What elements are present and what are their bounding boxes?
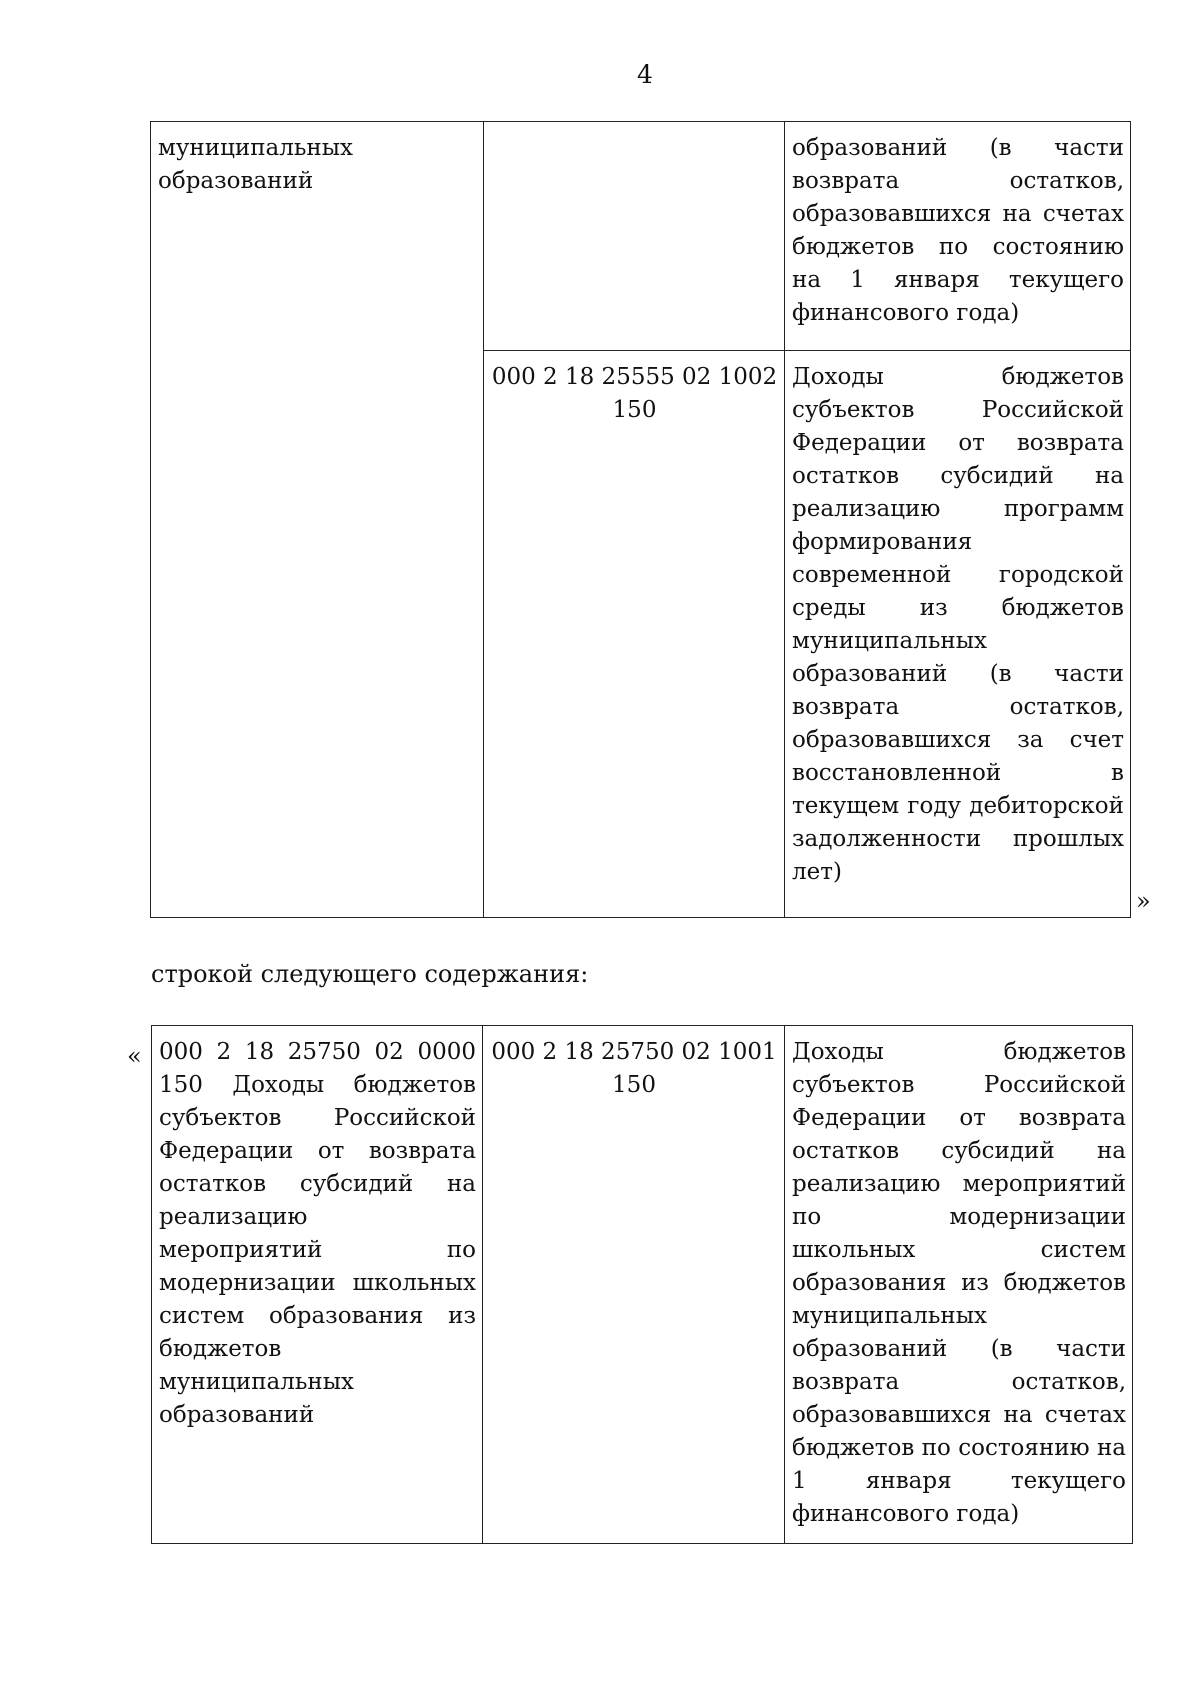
code-text: 000 2 18 25750 02 1001 150	[491, 1039, 777, 1098]
description-cell	[785, 1026, 1133, 1544]
group-name-text: муниципальных образований	[158, 135, 353, 194]
description-text: образований (в части возврата остатков, образовавшихся на счетах бюджетов по состоянию на 1 января текущего финансового года)	[792, 135, 1124, 326]
income-codes-table-new-row	[151, 1025, 1133, 1544]
group-code-cell	[151, 122, 484, 918]
income-codes-table-continued	[150, 121, 1131, 918]
description-text: Доходы бюджетов субъектов Российской Федерации от возврата остатков субсидий на реализацию мероприятий по модернизации школьных систем образования из бюджетов муниципальных образований (в части возврата остатков, образовавшихся на счетах бюджетов по состоянию на 1 января текущего финансового года)	[792, 1039, 1126, 1527]
page-number: 4	[637, 60, 653, 89]
code-text: 000 2 18 25555 02 1002 150	[491, 364, 778, 423]
description-text: Доходы бюджетов субъектов Российской Федерации от возврата остатков субсидий на реализацию программ формирования современной городской среды из бюджетов муниципальных образований (в части возврата остатков, образовавшихся за счет восстановленной в текущем году дебиторской задолженности прошлых лет)	[792, 364, 1124, 885]
intro-text: строкой следующего содержания:	[151, 960, 589, 988]
table-row	[152, 1026, 1133, 1544]
group-code-cell	[152, 1026, 483, 1544]
description-cell	[785, 122, 1131, 351]
code-cell	[484, 351, 785, 918]
description-cell	[785, 351, 1131, 918]
opening-quote: «	[127, 1042, 142, 1070]
table-row	[151, 122, 1131, 351]
group-code-text: 000 2 18 25750 02 0000 150 Доходы бюджетов субъектов Российской Федерации от возврата остатков субсидий на реализацию мероприятий по модернизации школьных систем образования из бюджетов муниципальных образований	[159, 1039, 476, 1428]
code-cell	[484, 122, 785, 351]
code-cell	[483, 1026, 785, 1544]
closing-quote: »	[1136, 887, 1151, 915]
